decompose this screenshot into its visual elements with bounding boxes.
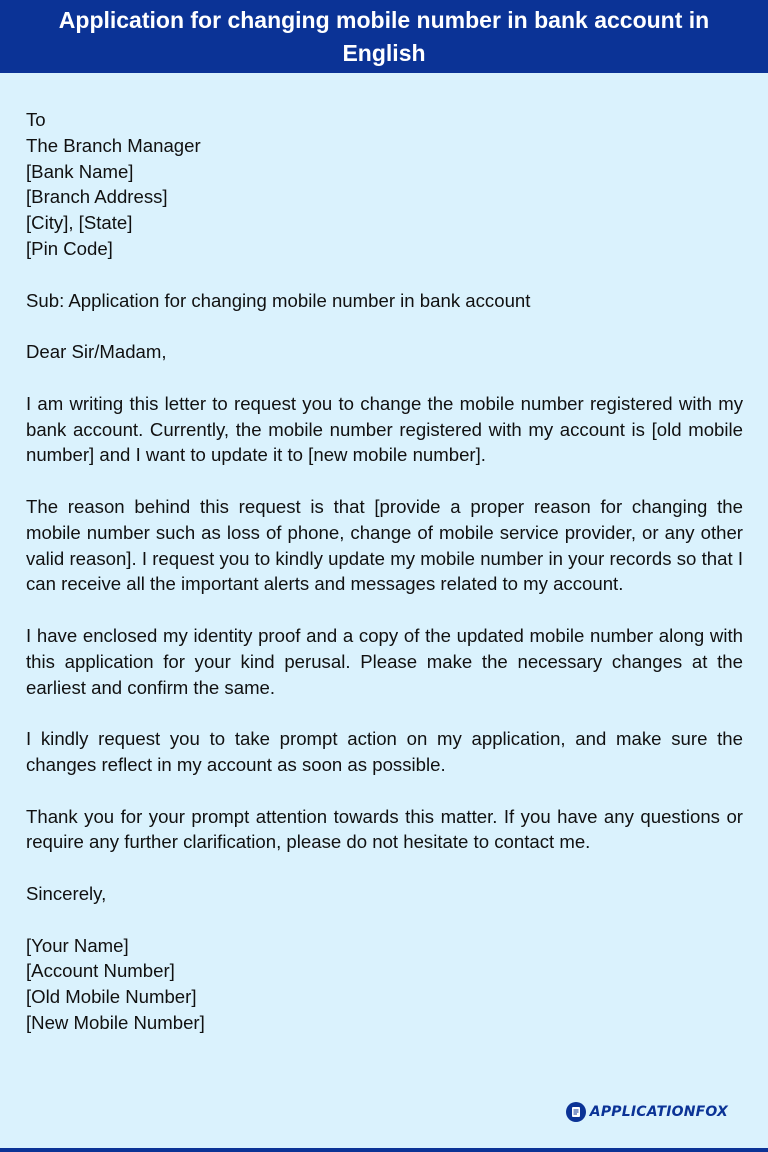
address-line: [Pin Code]: [26, 237, 113, 259]
address-line: To: [26, 109, 46, 130]
subject-line: Sub: Application for changing mobile number in bank account: [26, 289, 531, 311]
body-paragraph: The reason behind this request is that [provide a proper reason for changing the mobile number such as loss of phone, change of mobile service provider, or any other valid reason]. I request you to kindly update my mobile number in your records so that I can receive all the important alerts and messages related to my account.: [26, 495, 743, 595]
signature-line: [Your Name]: [26, 934, 129, 956]
body-paragraph: Thank you for your prompt attention towards this matter. If you have any questions or require any further clarification, please do not hesitate to contact me.: [26, 805, 743, 853]
brand-name: APPLICATIONFOX: [589, 1104, 728, 1120]
brand-logo: [566, 1102, 728, 1122]
address-line: [Branch Address]: [26, 186, 168, 208]
salutation: Dear Sir/Madam,: [26, 341, 167, 363]
title-banner: [0, 0, 768, 73]
signature-block: [26, 933, 743, 1036]
page-title: Application for changing mobile number in bank account in English: [58, 6, 710, 66]
document-icon: [566, 1102, 586, 1122]
address-line: The Branch Manager: [26, 134, 201, 156]
address-line: [Bank Name]: [26, 160, 134, 182]
signature-line: [Old Mobile Number]: [26, 986, 197, 1008]
signature-line: [New Mobile Number]: [26, 1011, 205, 1033]
closing: Sincerely,: [26, 882, 107, 904]
recipient-address: [26, 107, 743, 262]
letter-body: [26, 107, 743, 1061]
signature-line: [Account Number]: [26, 960, 175, 982]
body-paragraph: I kindly request you to take prompt action on my application, and make sure the changes reflect in my account as soon as possible.: [26, 728, 743, 775]
body-paragraph: I have enclosed my identity proof and a copy of the updated mobile number along with this application for your kind perusal. Please make the necessary changes at the earliest and confirm the same.: [26, 624, 743, 698]
body-paragraph: I am writing this letter to request you to change the mobile number registered with my bank account. Currently, the mobile number registered with my account is [old mobile number] and I want to update it to [new mobile number].: [26, 392, 743, 466]
footer-bar: [0, 1148, 768, 1152]
address-line: [City], [State]: [26, 212, 133, 234]
